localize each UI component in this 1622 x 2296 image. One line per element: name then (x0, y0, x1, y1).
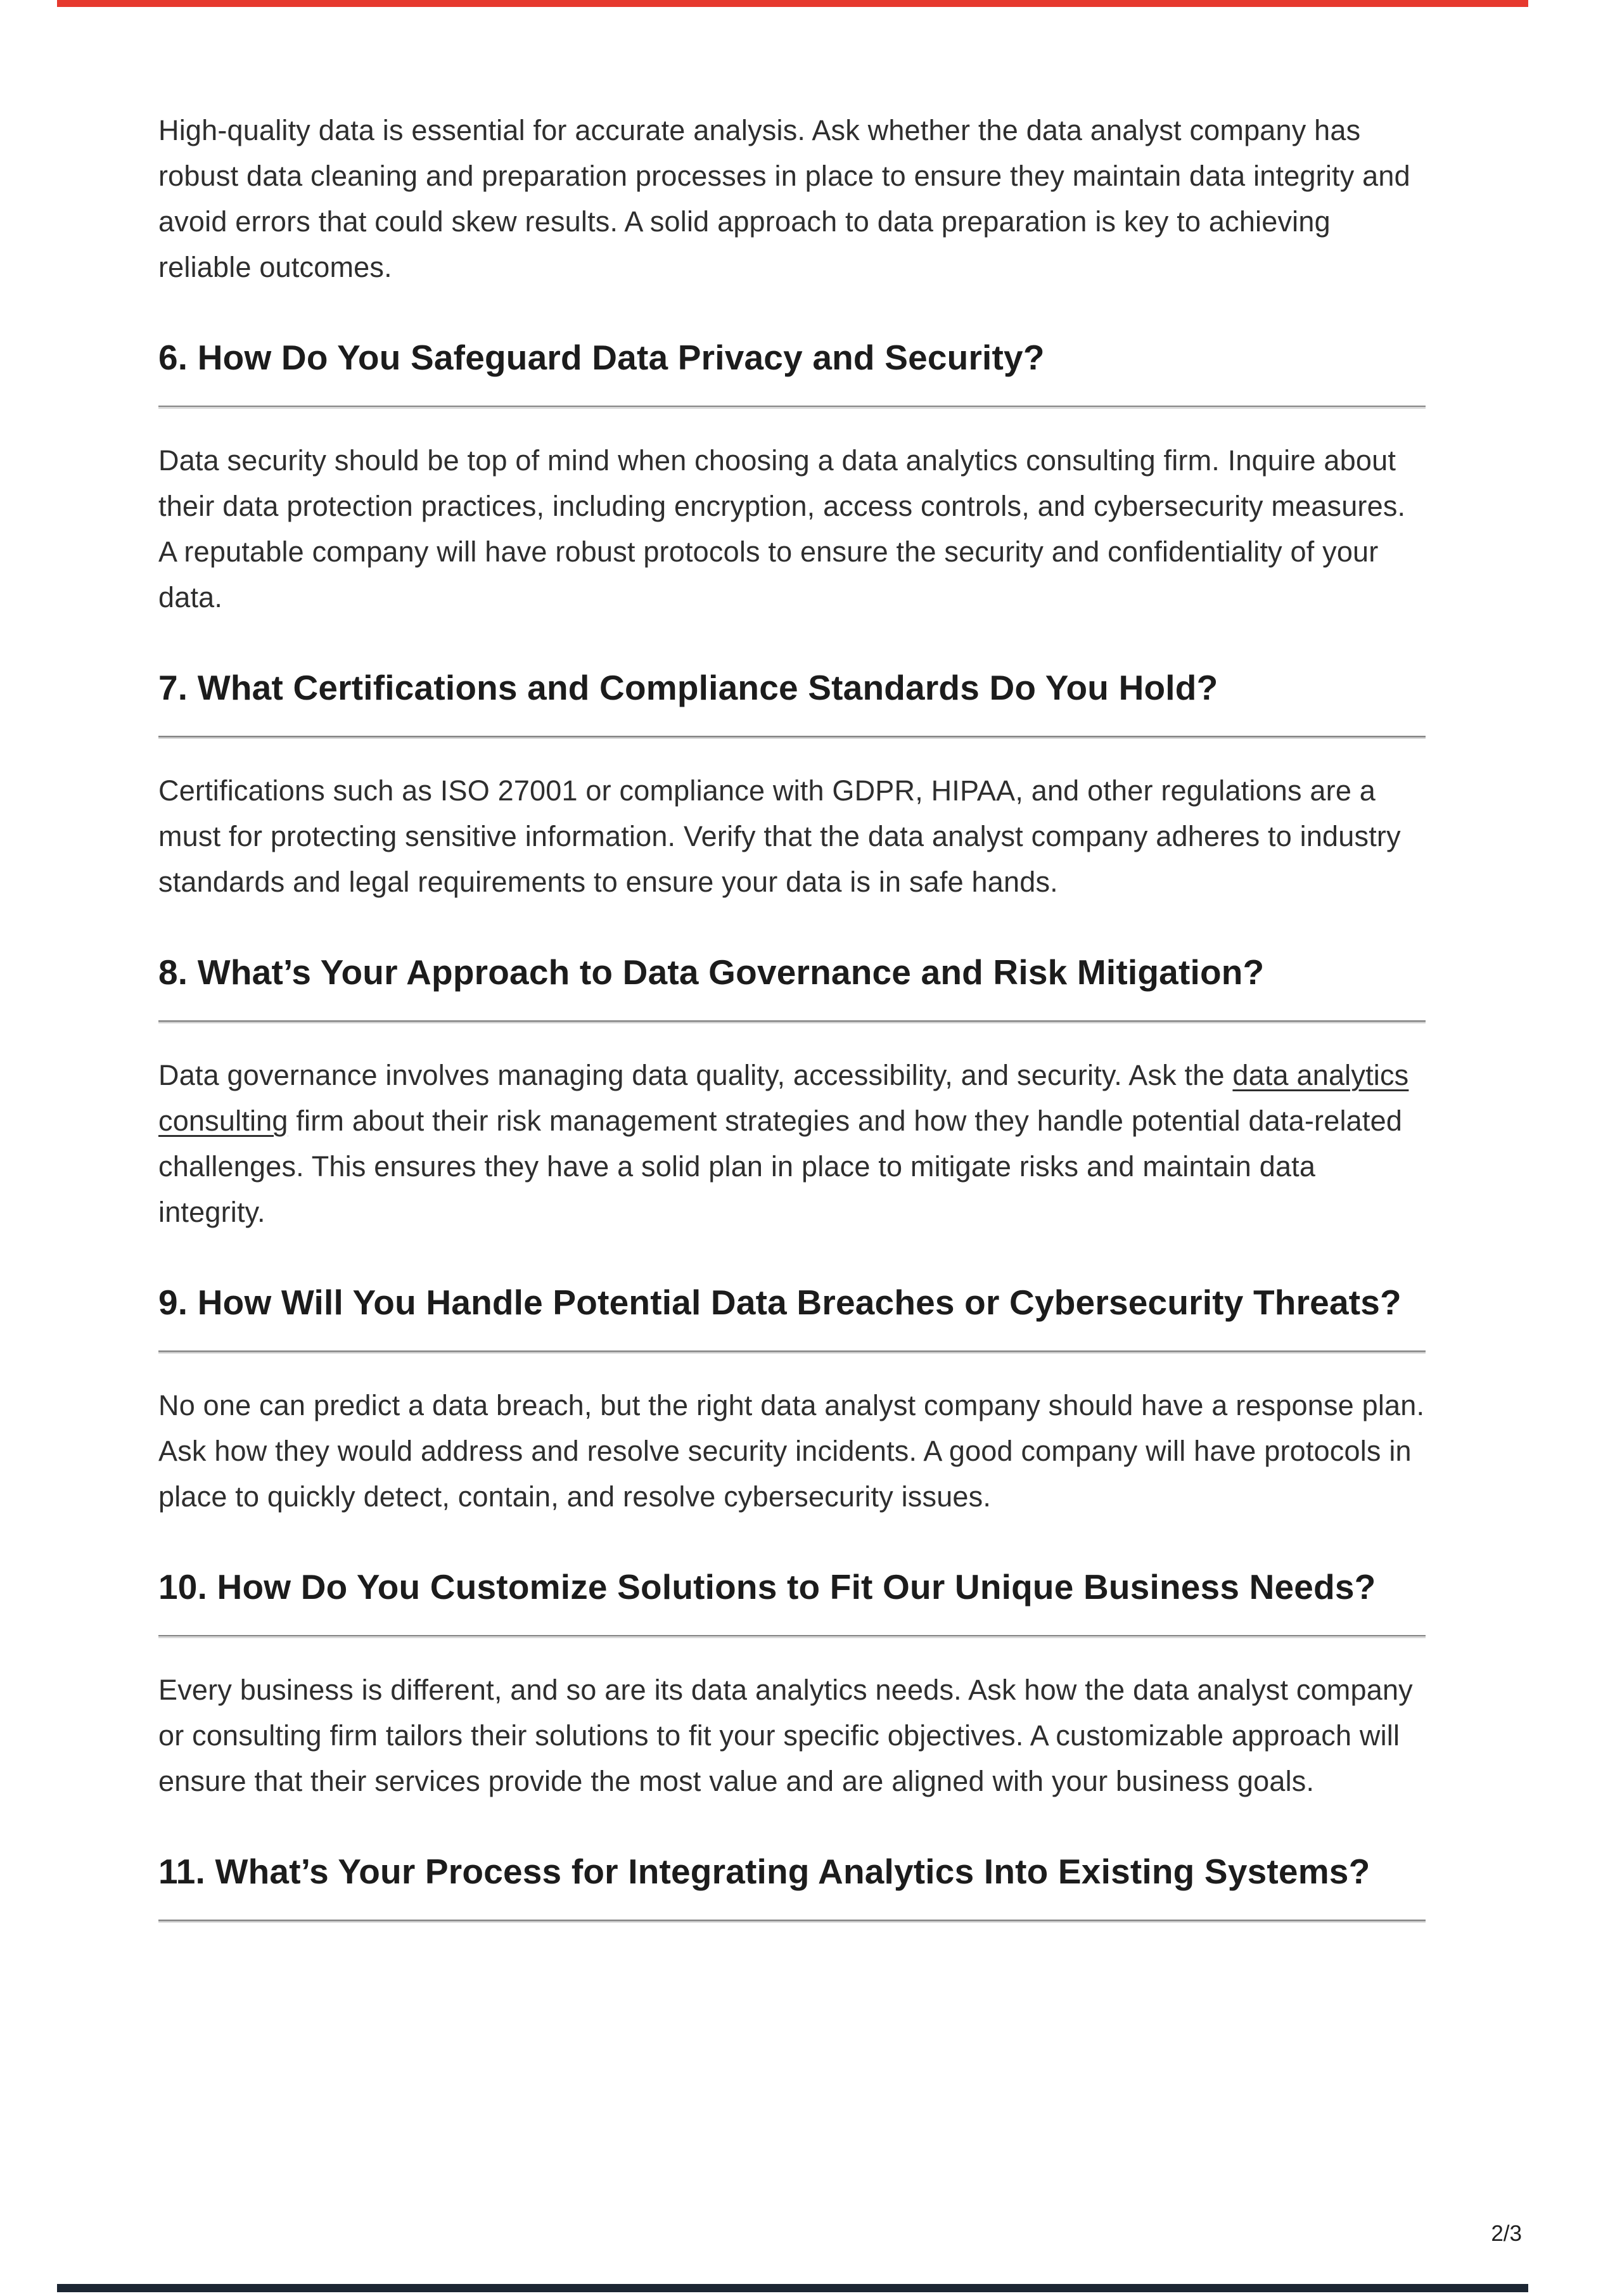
section-heading: 7. What Certifications and Compliance Standards Do You Hold? (158, 668, 1218, 707)
section-divider (158, 1920, 1426, 1923)
section-divider (158, 1635, 1426, 1638)
section-question-9 (158, 1279, 1426, 1520)
section-question-8 (158, 949, 1426, 1235)
article-content (158, 0, 1426, 1952)
section-divider (158, 1020, 1426, 1023)
section-question-7 (158, 665, 1426, 905)
section-question-6 (158, 335, 1426, 620)
section-paragraph: No one can predict a data breach, but the right data analyst company should have a response plan. Ask how they would address and resolve security incidents. A good company will have protocols in place to quickly detect, contain, and resolve cybersecurity issues. (158, 1389, 1425, 1513)
section-divider (158, 736, 1426, 739)
section-divider (158, 1350, 1426, 1354)
page-number: 2/3 (1491, 2221, 1522, 2246)
section-question-10 (158, 1564, 1426, 1804)
paragraph-text-before-link: Data governance involves managing data quality, accessibility, and security. Ask the (158, 1059, 1233, 1091)
section-heading: 10. How Do You Customize Solutions to Fit Our Unique Business Needs? (158, 1567, 1376, 1607)
section-heading: 6. How Do You Safeguard Data Privacy and Security? (158, 338, 1045, 377)
section-heading: 11. What’s Your Process for Integrating Analytics Into Existing Systems? (158, 1852, 1370, 1891)
section-divider (158, 406, 1426, 409)
footer-bar (57, 2284, 1528, 2292)
intro-paragraph: High-quality data is essential for accurate analysis. Ask whether the data analyst company has robust data cleaning and preparation processes in place to ensure they maintain data integrity and avoid errors that could skew results. A solid approach to data preparation is key to achieving reliable outcomes. (158, 114, 1410, 283)
data-analytics-consulting-link[interactable]: data analytics consulting (158, 1059, 1409, 1137)
paragraph-text-after-link: firm about their risk management strategies and how they handle potential data-related challenges. This ensures they have a solid plan in place to mitigate risks and maintain data integrity. (158, 1105, 1403, 1228)
section-paragraph: Certifications such as ISO 27001 or compliance with GDPR, HIPAA, and other regulations are a must for protecting sensitive information. Verify that the data analyst company adheres to industry standards and legal requirements to ensure your data is in safe hands. (158, 774, 1401, 898)
section-question-11 (158, 1849, 1426, 1923)
section-paragraph: Data security should be top of mind when choosing a data analytics consulting firm. Inquire about their data protection practices, including encryption, access controls, and cybersecurity measures. A reputable company will have robust protocols to ensure the security and confidentiality of your data. (158, 444, 1406, 613)
section-paragraph (158, 1053, 1426, 1235)
section-heading: 8. What’s Your Approach to Data Governance and Risk Mitigation? (158, 952, 1265, 992)
section-heading: 9. How Will You Handle Potential Data Breaches or Cybersecurity Threats? (158, 1283, 1402, 1322)
section-paragraph: Every business is different, and so are its data analytics needs. Ask how the data analyst company or consulting firm tailors their solutions to fit your specific objectives. A customizable approach will ensure that their services provide the most value and are aligned with your business goals. (158, 1674, 1413, 1797)
